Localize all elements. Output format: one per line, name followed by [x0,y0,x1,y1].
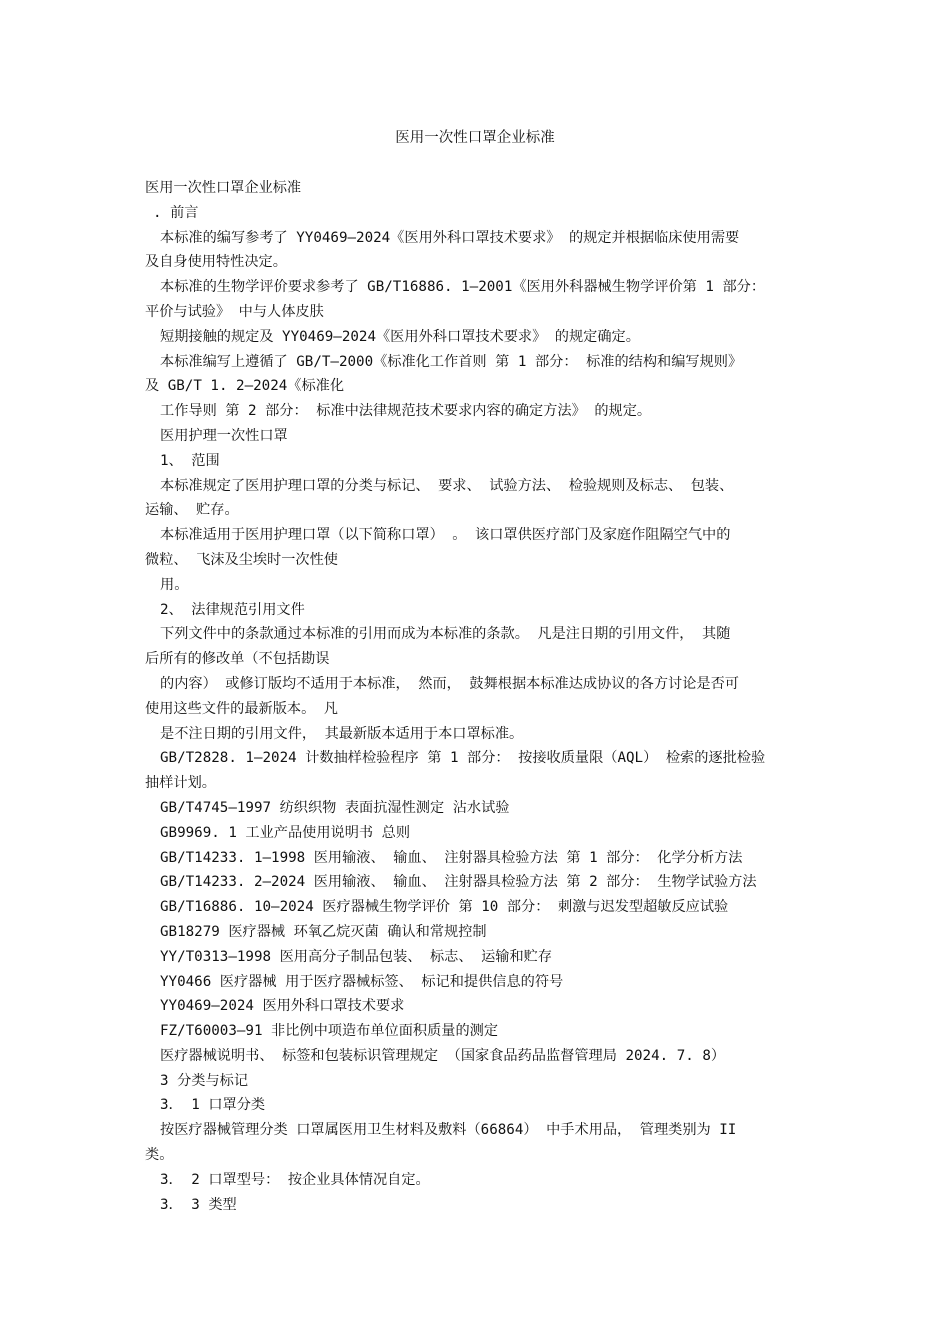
reference-line: GB/T14233. 1—1998 医用输液、 输血、 注射器具检验方法 第 1 部分： 化学分析方法 [160,849,743,866]
section-heading: 3 分类与标记 [160,1072,249,1089]
section-heading: 2、 法律规范引用文件 [160,601,305,618]
body-line: 平价与试验》 中与人体皮肤 [145,303,324,320]
body-line-foreword: . 前言 [153,204,199,221]
subsection-heading: 3． 3 类型 [160,1196,237,1213]
reference-line: YY0469—2024 医用外科口罩技术要求 [160,998,405,1015]
reference-line: YY0466 医疗器械 用于医疗器械标签、 标记和提供信息的符号 [160,973,564,990]
body-line: 本标准编写上遵循了 GB/T—2000《标准化工作首则 第 1 部分： 标准的结构和编写规则》 [160,353,743,370]
body-line: 运输、 贮存。 [145,502,239,519]
body-line: 按医疗器械管理分类 口罩属医用卫生材料及敷料（66864） 中手术用品， 管理类别为 II [160,1122,737,1139]
body-line: 用。 [160,576,189,593]
reference-line: GB/T14233. 2—2024 医用输液、 输血、 注射器具检验方法 第 2 部分： 生物学试验方法 [160,874,757,891]
body-line: 微粒、 飞沫及尘埃时一次性使 [145,551,338,568]
reference-line: 医疗器械说明书、 标签和包装标识管理规定 （国家食品药品监督管理局 2024. 7. 8） [160,1047,726,1064]
body-line: 本标准的编写参考了 YY0469—2024《医用外科口罩技术要求》 的规定并根据临床使用需要 [160,229,740,246]
body-line-heading: 医用一次性口罩企业标准 [145,180,302,196]
section-heading: 医用护理一次性口罩 [160,427,288,444]
section-heading: 1、 范围 [160,452,220,469]
body-line: 工作导则 第 2 部分： 标准中法律规范技术要求内容的确定方法》 的规定。 [160,403,652,420]
body-line: 本标准的生物学评价要求参考了 GB/T16886. 1—2001《医用外科器械生物学评价第 1 部分： [160,279,766,296]
reference-line: GB18279 医疗器械 环氧乙烷灭菌 确认和常规控制 [160,923,487,940]
reference-line: FZ/T60003—91 非比例中项造布单位面积质量的测定 [160,1023,499,1040]
reference-line: GB/T4745—1997 纺织织物 表面抗湿性测定 沾水试验 [160,799,510,816]
body-line: 及 GB/T 1. 2—2024《标准化 [145,378,345,395]
reference-line: GB/T2828. 1—2024 计数抽样检验程序 第 1 部分： 按接收质量限（AQL） 检索的逐批检验 [160,750,766,767]
document-body [145,176,810,1217]
reference-line: GB9969. 1 工业产品使用说明书 总则 [160,824,411,841]
reference-line: YY/T0313—1998 医用高分子制品包装、 标志、 运输和贮存 [160,948,553,965]
body-line: 的内容） 或修订版均不适用于本标准， 然而， 鼓舞根据本标准达成协议的各方讨论是否可 [160,675,739,692]
body-line: 短期接触的规定及 YY0469—2024《医用外科口罩技术要求》 的规定确定。 [160,328,640,345]
reference-line: GB/T16886. 10—2024 医疗器械生物学评价 第 10 部分： 刺激与迟发型超敏反应试验 [160,899,729,916]
document-title: 医用一次性口罩企业标准 [395,130,555,146]
subsection-heading: 3． 2 口罩型号： 按企业具体情况自定。 [160,1171,430,1188]
body-line: 是不注日期的引用文件， 其最新版本适用于本口罩标准。 [160,725,524,742]
subsection-heading: 3． 1 口罩分类 [160,1097,266,1114]
body-line: 及自身使用特性决定。 [145,254,287,271]
body-line: 使用这些文件的最新版本。 凡 [145,700,338,717]
body-line: 下列文件中的条款通过本标准的引用而成为本标准的条款。 凡是注日期的引用文件， 其随 [160,626,731,643]
body-line: 后所有的修改单（不包括勘误 [145,651,330,668]
reference-line: 抽样计划。 [145,775,216,792]
body-line: 本标准规定了医用护理口罩的分类与标记、 要求、 试验方法、 检验规则及标志、 包装、 [160,477,734,494]
body-line: 类。 [145,1147,174,1164]
body-line: 本标准适用于医用护理口罩（以下简称口罩） 。 该口罩供医疗部门及家庭作阻隔空气中的 [160,527,731,544]
